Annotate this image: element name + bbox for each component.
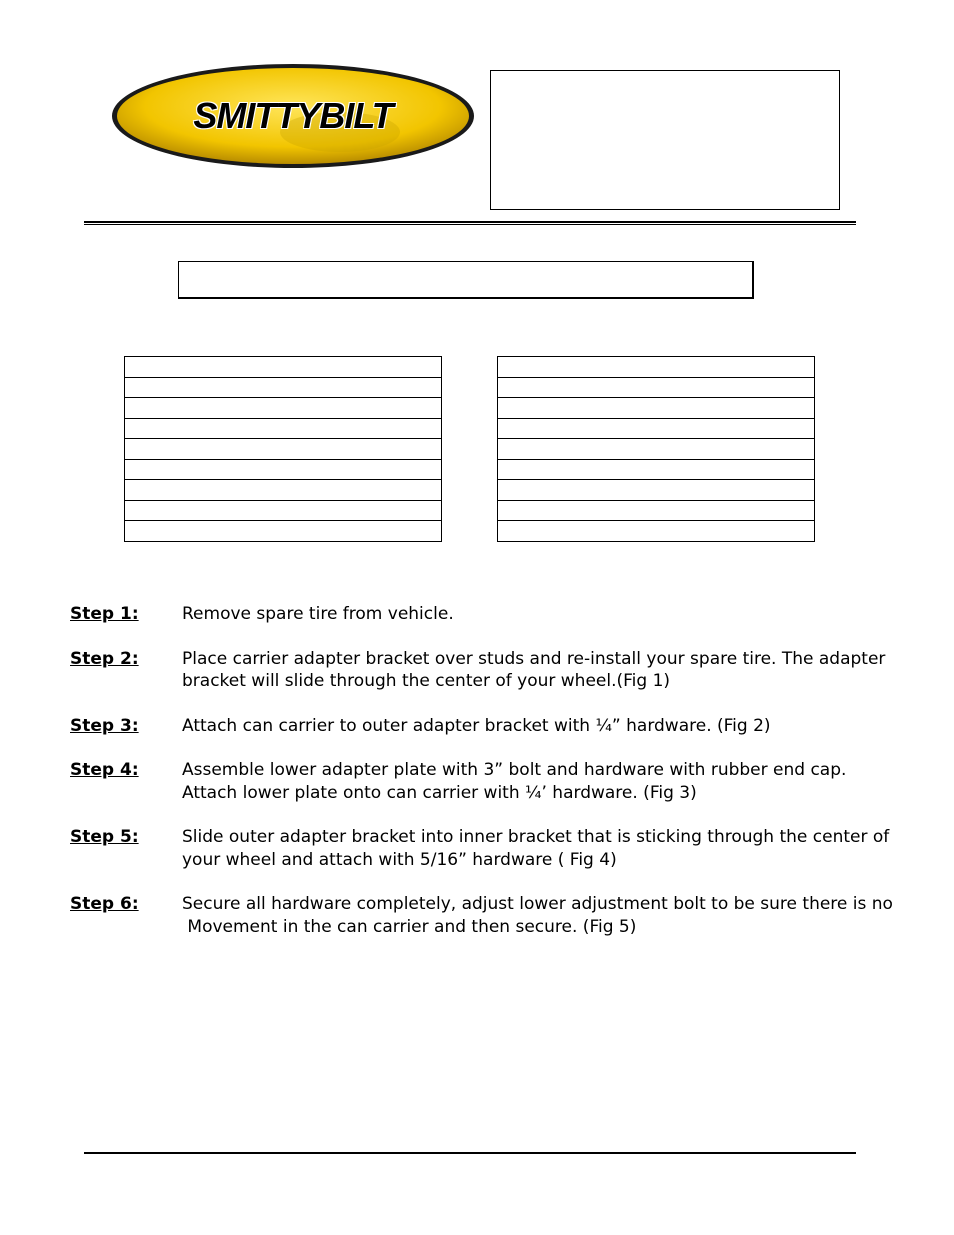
step-label: Step 5: [70, 827, 139, 847]
step-text: Remove spare tire from vehicle. [182, 604, 454, 624]
table-row [125, 521, 442, 542]
table-cell [125, 418, 442, 439]
header-divider [84, 221, 856, 225]
table-row [125, 459, 442, 480]
table-row [498, 459, 815, 480]
table-cell [125, 439, 442, 460]
table-row [498, 357, 815, 378]
table-row [125, 480, 442, 501]
table-cell [498, 439, 815, 460]
table-cell [125, 521, 442, 542]
table-cell [125, 459, 442, 480]
step-label: Step 6: [70, 894, 139, 914]
footer-divider [84, 1152, 856, 1154]
product-title-box [178, 261, 754, 299]
table-cell [498, 459, 815, 480]
table-cell [498, 480, 815, 501]
step-label: Step 1: [70, 604, 139, 624]
table-cell [498, 418, 815, 439]
logo-wordmark: SMITTYBILT [193, 95, 393, 136]
table-cell [125, 500, 442, 521]
table-row [125, 439, 442, 460]
table-row [498, 480, 815, 501]
part-number-box [490, 70, 840, 210]
table-cell [125, 398, 442, 419]
table-cell [498, 500, 815, 521]
table-row [125, 377, 442, 398]
parts-list-table-right [497, 356, 815, 542]
table-row [125, 398, 442, 419]
table-cell [125, 480, 442, 501]
table-row [498, 439, 815, 460]
table-row [498, 418, 815, 439]
table-cell [125, 377, 442, 398]
installation-steps [70, 603, 900, 960]
table-row [125, 500, 442, 521]
step-2 [70, 648, 900, 693]
table-cell [498, 521, 815, 542]
step-6 [70, 893, 900, 938]
table-row [498, 521, 815, 542]
step-label: Step 2: [70, 648, 139, 669]
table-row [125, 357, 442, 378]
table-row [498, 398, 815, 419]
table-row [498, 500, 815, 521]
step-3 [70, 715, 900, 738]
table-cell [125, 357, 442, 378]
step-text: Slide outer adapter bracket into inner bracket that is sticking through the center of your wheel and attach with 5/16” hardware ( Fig 4) [182, 827, 890, 870]
parts-list-table-left [124, 356, 442, 542]
step-text: Assemble lower adapter plate with 3” bolt and hardware with rubber end cap. Attach lower plate onto can carrier with ¼’ hardware. (Fig 3) [182, 760, 847, 803]
step-1 [70, 603, 900, 626]
step-text: Attach can carrier to outer adapter bracket with ¼” hardware. (Fig 2) [182, 715, 771, 736]
step-text: Secure all hardware completely, adjust lower adjustment bolt to be sure there is no Movement in the can carrier and then secure. (Fig 5) [182, 894, 893, 937]
step-label: Step 3: [70, 715, 139, 736]
table-cell [498, 398, 815, 419]
step-label: Step 4: [70, 760, 139, 780]
table-cell [498, 357, 815, 378]
brand-logo [110, 62, 476, 170]
table-cell [498, 377, 815, 398]
step-text: Place carrier adapter bracket over studs and re-install your spare tire. The adapter bracket will slide through the center of your wheel.(Fig 1) [182, 648, 886, 691]
step-5 [70, 826, 900, 871]
table-row [498, 377, 815, 398]
table-row [125, 418, 442, 439]
step-4 [70, 759, 900, 804]
